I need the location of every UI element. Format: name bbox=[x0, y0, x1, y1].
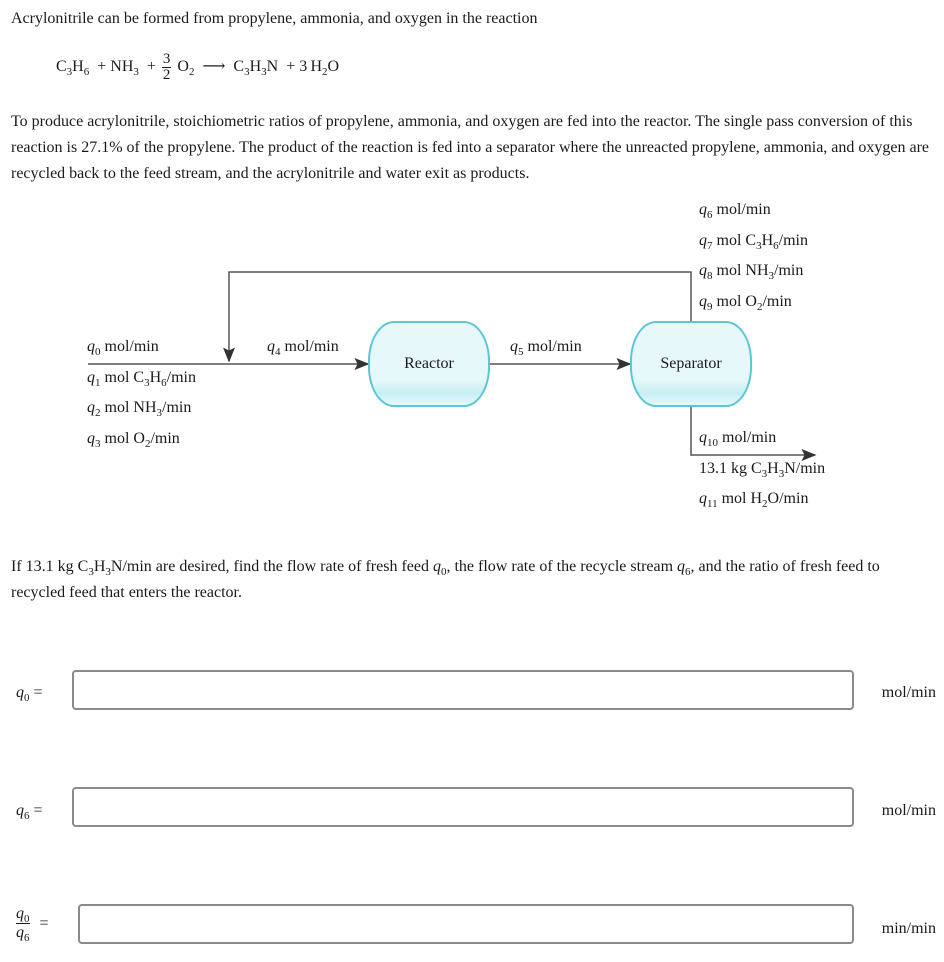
q6-input[interactable] bbox=[72, 787, 854, 827]
label-q3: $q_3$ mol $O_2/\min$ bbox=[87, 430, 180, 450]
reaction-arrow: ⟶ bbox=[202, 58, 226, 76]
answer-label-q6: $q_6$ = bbox=[16, 802, 43, 822]
label-q9: $q_9$ mol $O_2/\min$ bbox=[699, 293, 792, 313]
label-q8: $q_8$ mol $NH_3/\min$ bbox=[699, 262, 804, 282]
reactor-unit: Reactor bbox=[368, 321, 490, 407]
answer-label-q0: $q_0$ = bbox=[16, 684, 43, 704]
coefficient-fraction: $\frac{3}{2}$ bbox=[162, 51, 171, 83]
intro-text: Acrylonitrile can be formed from propylene, ammonia, and oxygen in the reaction bbox=[11, 10, 538, 27]
answer-label-ratio: $\frac{q_0}{q_6}$ = bbox=[16, 905, 49, 944]
label-q6: $q_6$ mol/min bbox=[699, 201, 771, 221]
label-q10: $q_{10}$ mol/min bbox=[699, 429, 777, 449]
label-q0: $q_0$ mol/min bbox=[87, 338, 159, 358]
label-q1: $q_1$ mol $C_3H_6/\min$ bbox=[87, 369, 196, 389]
unit-q6: mol/min bbox=[881, 802, 936, 819]
separator-unit: Separator bbox=[630, 321, 752, 407]
ratio-fraction: $\frac{q_0}{q_6}$ bbox=[16, 905, 30, 944]
label-q2: $q_2$ mol $NH_3/\min$ bbox=[87, 399, 192, 419]
reaction-equation: $C_3H_6 + NH_3$ + $\frac{3}{2}$ $O_2$ ⟶ $C_3H_3N + 3$ $H_2O$ bbox=[56, 51, 340, 83]
label-acrylonitrile-product: 13.1 kg $C_3H_3N/\min$ bbox=[699, 460, 826, 480]
unit-ratio: min/min bbox=[881, 920, 936, 937]
label-q5: $q_5$ mol/min bbox=[510, 338, 582, 358]
q0-input[interactable] bbox=[72, 670, 854, 710]
label-q7: $q_7$ mol $C_3H_6/\min$ bbox=[699, 232, 808, 252]
description-text: To produce acrylonitrile, stoichiometric ratios of propylene, ammonia, and oxygen are fed into the reactor. The single pass conversion of this reaction is 27.1% of the propylene. The product of the reaction is fed into a separator where the unreacted propylene, ammonia, and oxygen are recycled back to the feed stream, and the acrylonitrile and water exit as products. bbox=[11, 113, 930, 182]
label-q4: $q_4$ mol/min bbox=[267, 338, 339, 358]
unit-q0: mol/min bbox=[881, 684, 936, 701]
label-q11: $q_{11}$ mol $H_2O/\min$ bbox=[699, 490, 809, 510]
ratio-input[interactable] bbox=[78, 904, 854, 944]
question-text: If 13.1 kg $C_3H_3N/\min$ are desired, find the flow rate of fresh feed $q_0$, the flow rate of the recycle stream $q_6$, and the ratio of fresh feed to recycled feed that enters the reactor. bbox=[11, 558, 880, 601]
